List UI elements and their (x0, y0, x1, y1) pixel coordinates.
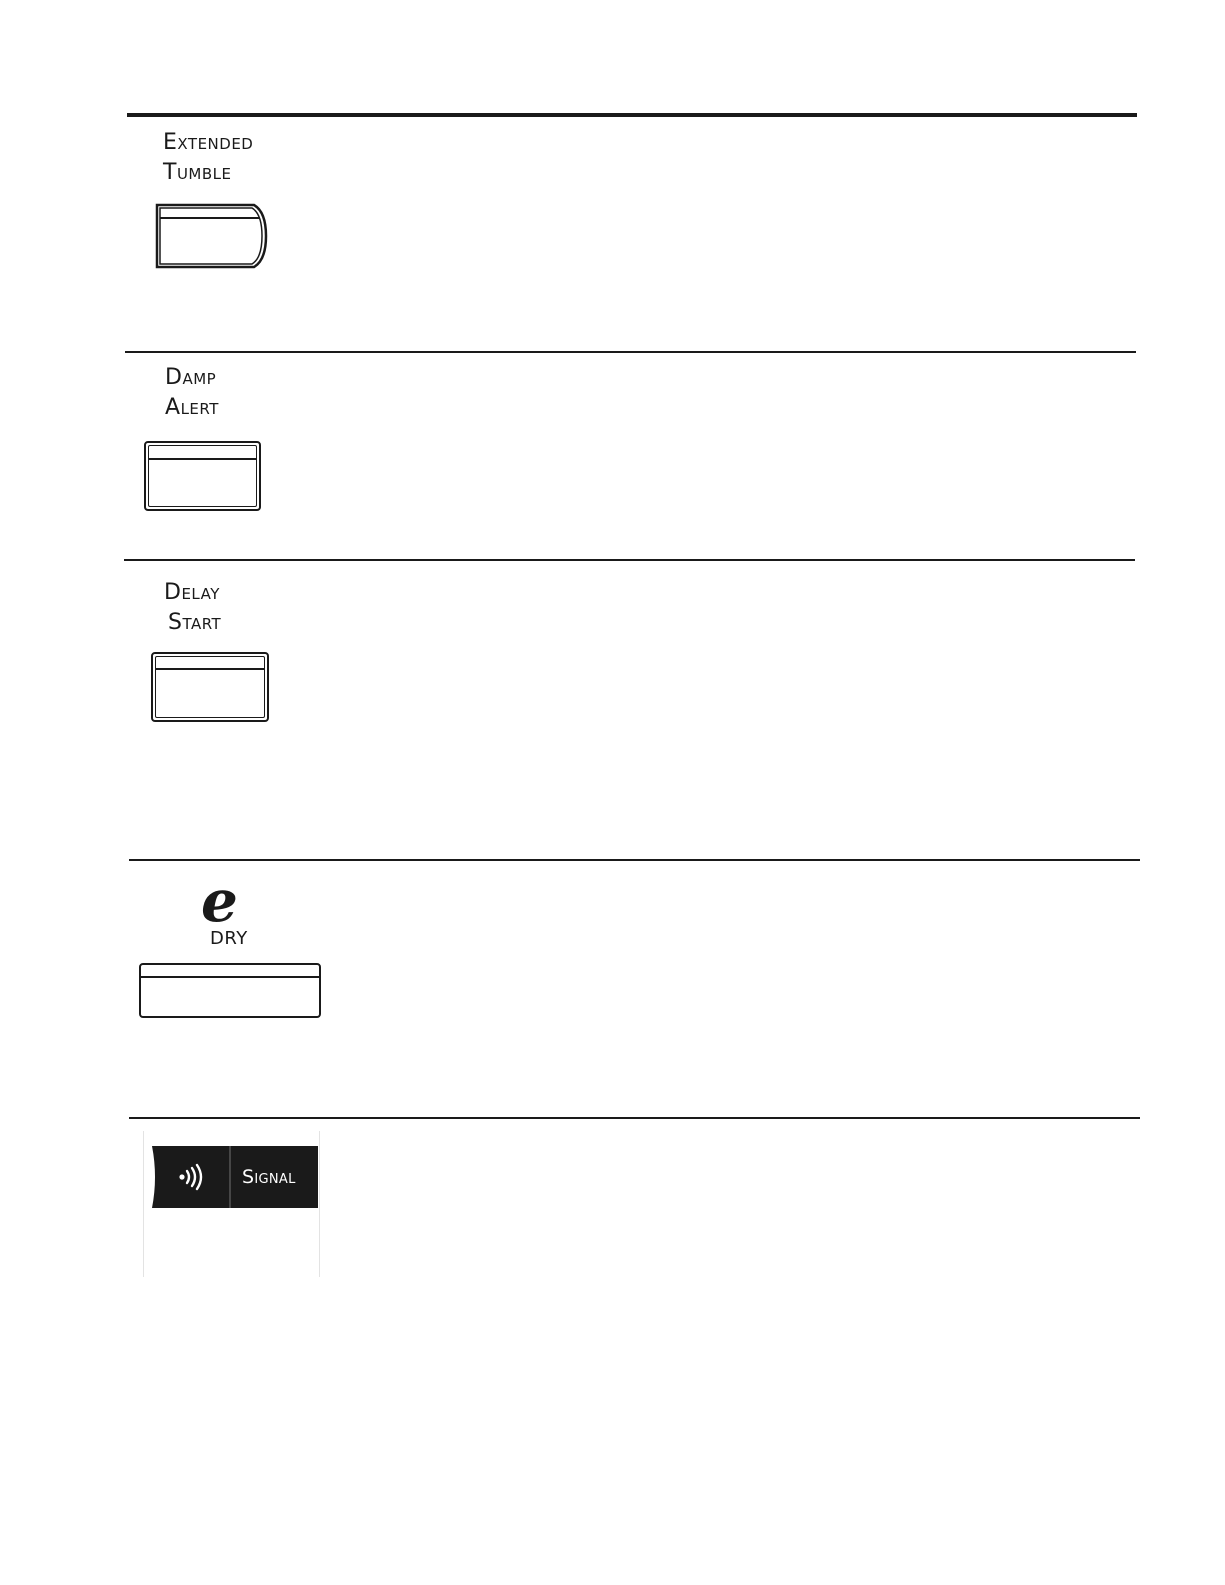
extended-tumble-button[interactable] (154, 202, 270, 270)
damp-alert-label (165, 363, 219, 423)
label-line: Extended (163, 130, 254, 155)
button-top-bar (148, 458, 257, 460)
signal-button[interactable] (150, 1146, 318, 1208)
edry-e-icon: e (201, 867, 238, 935)
edry-button[interactable] (139, 963, 321, 1018)
section-divider (125, 351, 1136, 353)
button-inner-frame (148, 445, 257, 507)
edry-dry-label: DRY (210, 928, 248, 949)
button-inner-frame (155, 656, 265, 718)
delay-start-button[interactable] (151, 652, 269, 722)
button-top-bar (155, 668, 265, 670)
delay-start-label (164, 578, 221, 638)
signal-label: Signal (242, 1166, 296, 1188)
label-line: Alert (165, 395, 219, 420)
label-line: Damp (165, 365, 217, 390)
sound-icon (176, 1162, 206, 1192)
label-line: Delay (164, 580, 220, 605)
section-divider (124, 559, 1135, 561)
damp-alert-button[interactable] (144, 441, 261, 511)
label-line: Start (168, 610, 222, 635)
section-divider (129, 1117, 1140, 1119)
section-divider (129, 859, 1140, 861)
extended-tumble-label (163, 128, 253, 188)
top-rule (127, 113, 1137, 117)
label-line: Tumble (163, 160, 232, 185)
button-top-bar (141, 976, 319, 978)
